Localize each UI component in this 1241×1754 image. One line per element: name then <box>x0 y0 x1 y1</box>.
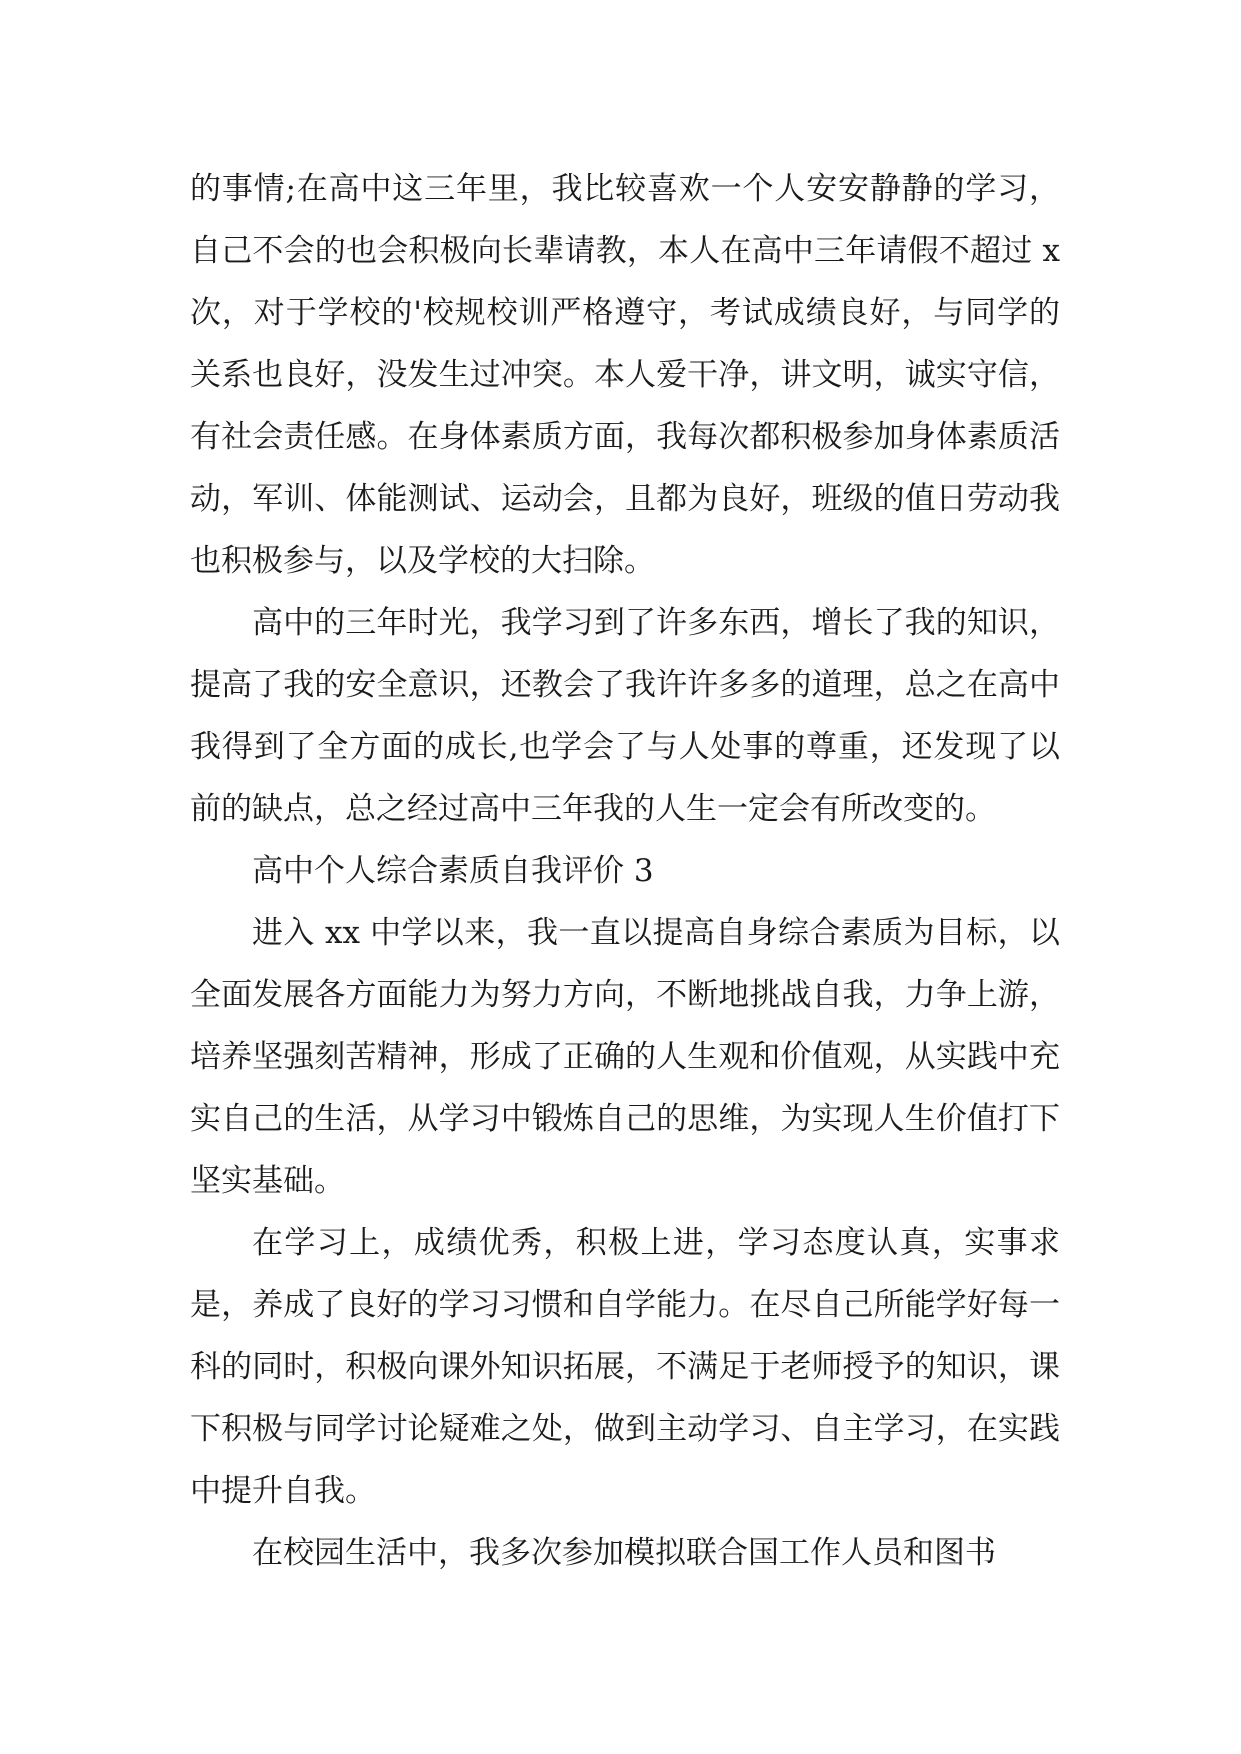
paragraph-campus-life: 在校园生活中，我多次参加模拟联合国工作人员和图书 <box>252 1535 996 1571</box>
document-body <box>190 158 1060 1584</box>
paragraph-study: 在学习上，成绩优秀，积极上进，学习态度认真，实事求是，养成了良好的学习习惯和自学能力。在尽自己所能学好每一科的同时，积极向课外知识拓展，不满足于老师授予的知识，课下积极与同学讨论疑难之处，做到主动学习、自主学习，在实践中提升自我。 <box>190 1225 1060 1509</box>
paragraph-continued: 的事情;在高中这三年里，我比较喜欢一个人安安静静的学习，自己不会的也会积极向长辈请教，本人在高中三年请假不超过 x 次，对于学校的'校规校训严格遵守，考试成绩良好，与同学的关系也良好，没发生过冲突。本人爱干净，讲文明，诚实守信，有社会责任感。在身体素质方面，我每次都积极参加身体素质活动，军训、体能测试、运动会，且都为良好，班级的值日劳动我也积极参与，以及学校的大扫除。 <box>190 171 1060 579</box>
section-heading: 高中个人综合素质自我评价 3 <box>252 853 654 889</box>
paragraph-high-school-years: 高中的三年时光，我学习到了许多东西，增长了我的知识，提高了我的安全意识，还教会了我许许多多的道理，总之在高中我得到了全方面的成长,也学会了与人处事的尊重，还发现了以前的缺点，总之经过高中三年我的人生一定会有所改变的。 <box>190 605 1060 827</box>
paragraph-entering-school: 进入 xx 中学以来，我一直以提高自身综合素质为目标，以全面发展各方面能力为努力方向，不断地挑战自我，力争上游，培养坚强刻苦精神，形成了正确的人生观和价值观，从实践中充实自己的生活，从学习中锻炼自己的思维，为实现人生价值打下坚实基础。 <box>190 915 1060 1199</box>
